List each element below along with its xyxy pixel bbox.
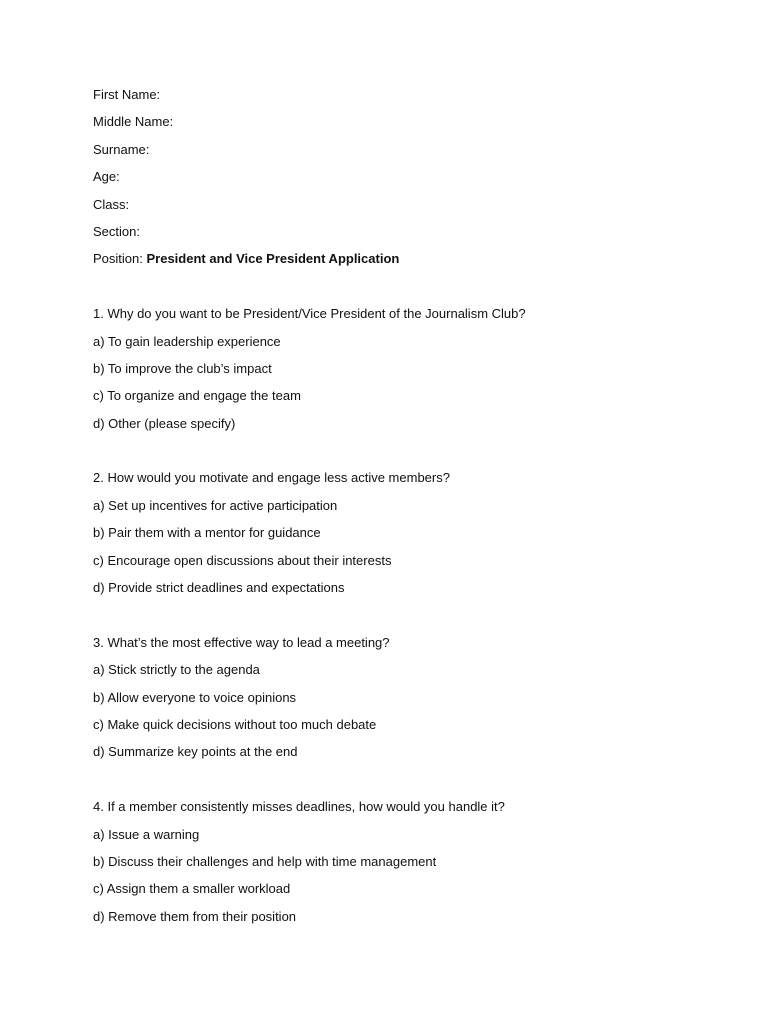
answer-option: c) Assign them a smaller workload [93, 881, 291, 897]
spacer [93, 771, 713, 798]
spacer [93, 606, 713, 633]
answer-option: d) Summarize key points at the end [93, 744, 298, 760]
question-prompt: 4. If a member consistently misses deadlines, how would you handle it? [93, 799, 505, 815]
answer-option: b) Pair them with a mentor for guidance [93, 525, 321, 541]
answer-option: c) Encourage open discussions about their interests [93, 552, 392, 568]
answer-option: a) Set up incentives for active participation [93, 497, 338, 513]
answer-option: a) Stick strictly to the agenda [93, 662, 260, 678]
answer-option: c) To organize and engage the team [93, 388, 301, 404]
class-label: Class: [93, 196, 130, 212]
question-prompt: 2. How would you motivate and engage less active members? [93, 470, 450, 486]
answer-option: d) Provide strict deadlines and expectations [93, 580, 345, 596]
answer-option: d) Remove them from their position [93, 908, 297, 924]
answer-option: a) Issue a warning [93, 826, 200, 842]
answer-option: c) Make quick decisions without too much debate [93, 716, 377, 732]
document-body [93, 86, 713, 935]
answer-option: a) To gain leadership experience [93, 333, 281, 349]
age-label: Age: [93, 169, 120, 185]
answer-option: d) Other (please specify) [93, 415, 236, 431]
position-label: Position: [93, 251, 147, 267]
answer-option: b) To improve the club’s impact [93, 360, 272, 376]
middle-name-label: Middle Name: [93, 114, 174, 130]
question-block-1 [93, 305, 713, 442]
position-line [93, 250, 713, 277]
spacer [93, 278, 713, 305]
position-value: President and Vice President Application [146, 251, 400, 267]
answer-option: b) Allow everyone to voice opinions [93, 689, 297, 705]
answer-option: b) Discuss their challenges and help with time management [93, 853, 437, 869]
question-block-4 [93, 798, 713, 935]
question-prompt: 1. Why do you want to be President/Vice President of the Journalism Club? [93, 306, 526, 322]
first-name-label: First Name: [93, 87, 161, 102]
section-label: Section: [93, 223, 140, 239]
question-prompt: 3. What’s the most effective way to lead a meeting? [93, 634, 390, 650]
surname-label: Surname: [93, 141, 150, 157]
spacer [93, 442, 713, 469]
question-block-3 [93, 634, 713, 771]
question-block-2 [93, 469, 713, 606]
